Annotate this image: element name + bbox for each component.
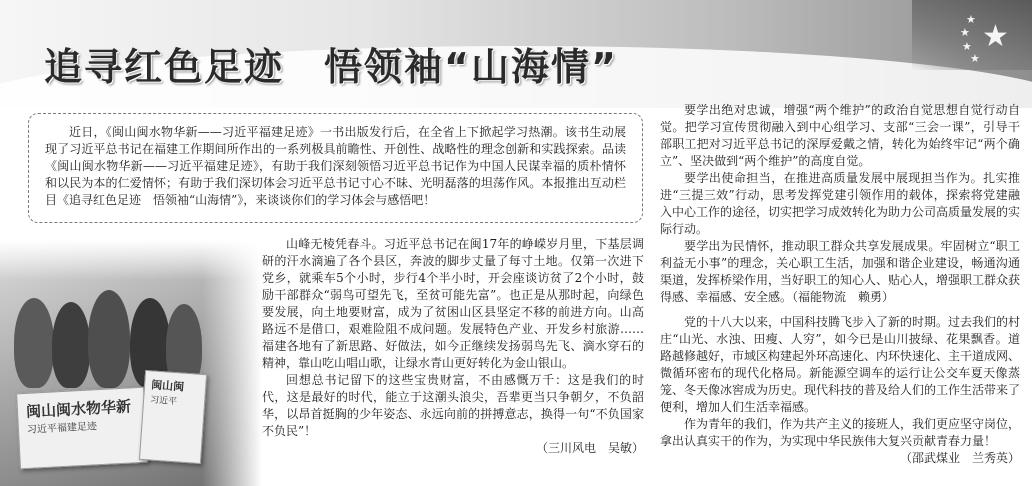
book-cover-secondary [139,370,207,464]
person-figure [88,290,130,388]
byline: （福能物流 赖勇） [792,290,895,304]
intro-text: 近日，《闽山闽水物华新——习近平福建足迹》一书出版发行后，在全省上下掀起学习热潮。该书生动展现了习近平总书记在福建工作期间所作出的一系列极具前瞻性、开创性、战略性的理念创新和实践探索。品读《闽山闽水物华新——习近平福建足迹》，有助于我们深刻领悟习近平总书记作为中国人民谋幸福的质朴情怀和以民为本的仁爱情怀；有助于我们深切体会习近平总书记寸心不昧、光明磊落的坦荡作风。本报推出互动栏目《追寻红色足迹 悟领袖“山海情”》，来谈谈你们的学习体会与感悟吧！ [45,125,626,207]
middle-column [262,236,644,457]
star-icon: ★ [982,19,1009,54]
flag-decoration [912,0,1032,70]
right-paragraph-3 [660,238,1020,306]
star-icon: ★ [962,40,972,53]
right-paragraph-4: 党的十八大以来，中国科技腾飞步入了新的时期。过去我们的村庄“山光、水浊、田瘦、人穷”，如今已是山川披绿、花果飘香。道路越修越好，市域区构建起外环高速化、内环快速化、主干道成网、微循环密布的现代化格局。新能源空调车的运行让公交车夏天像蒸笼、冬天像冰窖成为历史。现代科技的普及给人们的工作生活带来了便利，增加人们生活幸福感。 [660,315,1021,414]
right-paragraph-5-text: 作为青年的我们，作为共产主义的接班人，我们更应坚守岗位，拿出认真实干的作为，为实现中华民族伟大复兴贡献青春力量！ [660,417,1021,448]
right-paragraph-1: 要学出绝对忠诚，增强“两个维护”的政治自觉思想自觉行动自觉。把学习宣传贯彻融入到中心组学习、支部“三会一课”，引导干部职工把对习近平总书记的深厚爱戴之情，转化为始终牢记“两个确立”、坚决做到“两个维护”的高度自觉。 [660,103,1020,168]
right-paragraph-2: 要学出使命担当，在推进高质量发展中展现担当作为。扎实推进“三提三效”行动，思考发挥党建引领作用的载体，探索将党建融入中心工作的途径，切实把学习成效转化为助力公司高质量发展的实际行动。 [660,171,1021,236]
middle-paragraph-1: 山峰无棱凭春斗。习近平总书记在闽17年的峥嵘岁月里，下基层调研的汗水滴遍了各个县区，奔波的脚步丈量了每寸土地。仅第一次进下党乡，就乘车5个小时，步行4个半小时，开会座谈访贫了2个小时，鼓励干部群众“弱鸟可望先飞，至贫可能先富”。也正是从那时起，向绿色要发展，向土地要财富，成为了贫困山区县坚定不移的前进方向。山高路远不是借口，艰难险阻不成问题。发展特色产业、开发乡村旅游……福建各地有了新思路、好做法，如今正继续发扬弱鸟先飞、滴水穿石的精神，靠山吃山唱山歌，让绿水青山更好转化为金山银山。 [262,237,644,370]
right-paragraph-3-text: 要学出为民情怀，推动职工群众共享发展成果。牢固树立“职工利益无小事”的理念，关心职工生活，加强和谐企业建设，畅通沟通渠道，发挥桥梁作用，当好职工的知心人、贴心人，增强职工群众获得感、幸福感、安全感。 [660,239,1021,304]
person-figure [14,298,54,388]
intro-box [28,113,643,223]
byline: （邵武煤业 兰秀英） [899,451,1020,465]
page-headline: 追寻红色足迹 悟领袖“山海情” [44,45,618,89]
book-subtitle: 习近平福建足迹 [26,421,98,437]
star-icon: ★ [966,13,976,26]
star-icon: ★ [960,26,970,39]
book-photo [0,240,262,486]
book2-subtitle: 习近平 [149,395,178,407]
book-title: 闽山闽水物华新 [25,397,132,421]
middle-paragraph-2 [262,372,644,457]
book2-title: 闽山闽 [150,378,185,394]
right-paragraph-5 [660,416,1020,467]
paragraph-gap [660,306,1020,314]
star-icon: ★ [970,52,980,65]
middle-paragraph-2-text: 回想总书记留下的这些宝贵财富，不由感慨万千：这是我们的时代，这是最好的时代，能立于这潮头浪尖，吾辈更当只争朝夕，不负韶华，以昂首挺胸的少年姿态、永远向前的拼搏意志，换得一句“不负国家不负民”！ [262,373,644,438]
right-column [660,102,1020,467]
header-banner [0,0,1032,108]
photo-right-fade [202,240,262,486]
person-figure [52,302,90,388]
byline: （三川风电 吴敏） [535,441,644,455]
book-cover [16,387,148,470]
